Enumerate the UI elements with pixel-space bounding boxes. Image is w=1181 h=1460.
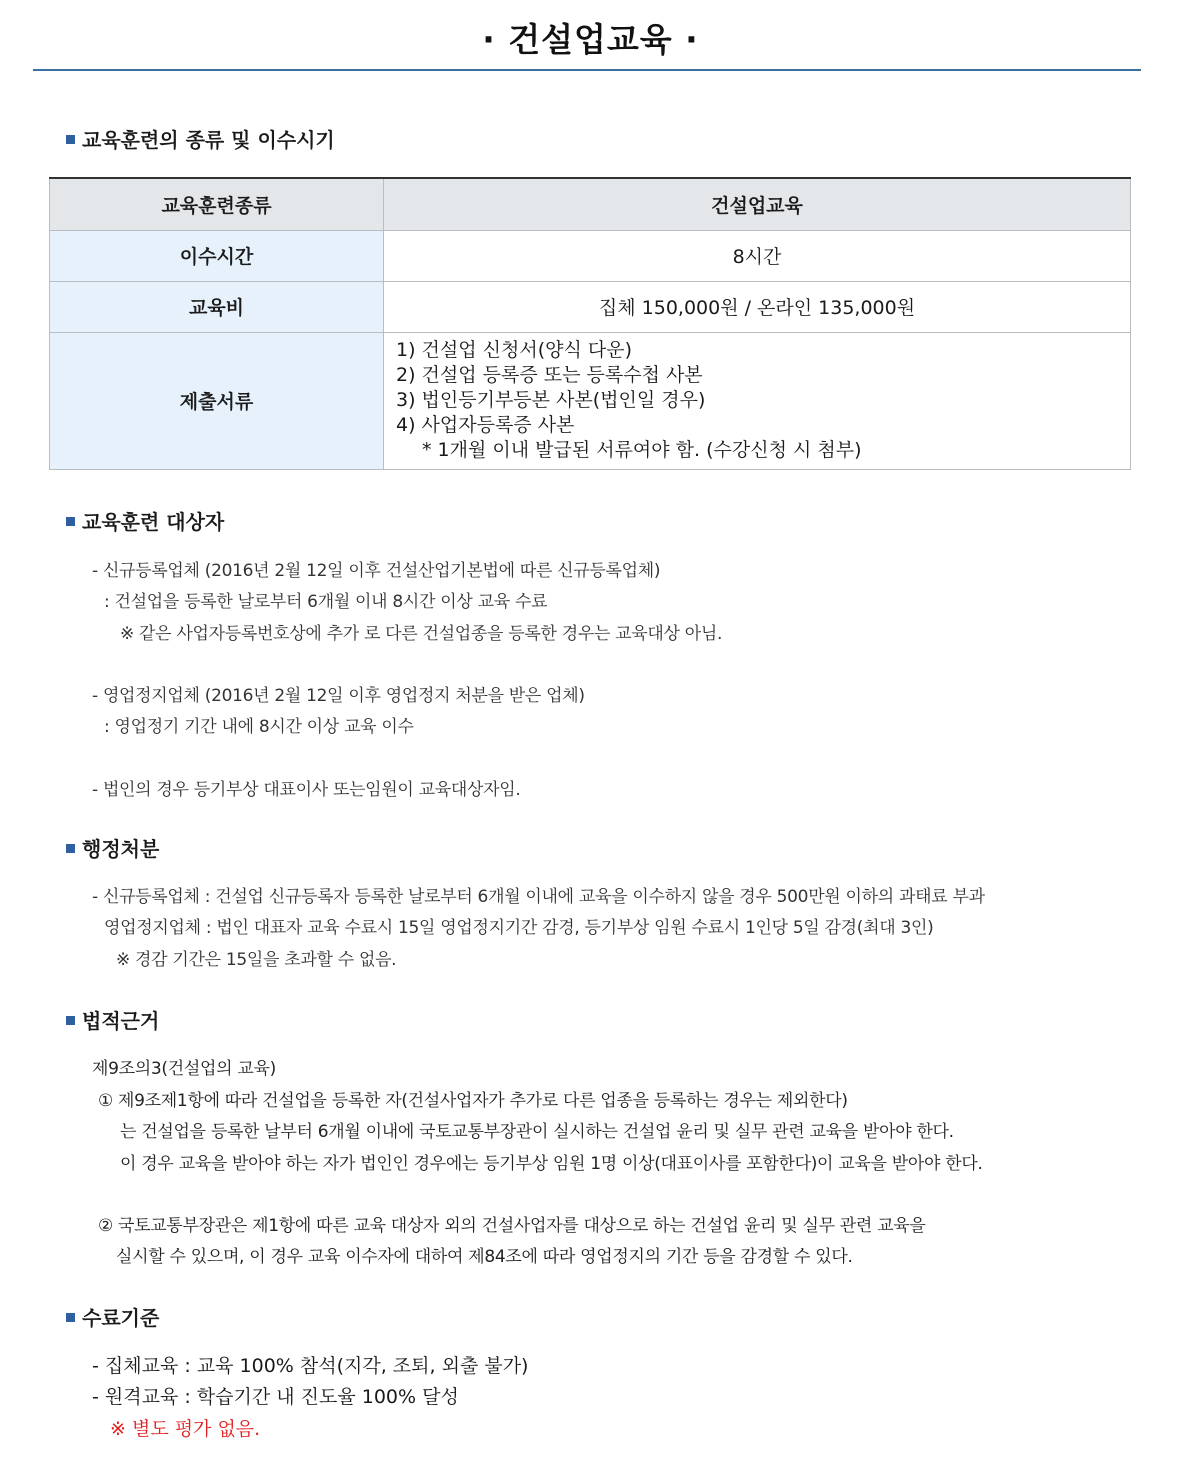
table-row xyxy=(50,230,1131,281)
document-note: * 1개월 이내 발급된 서류여야 함. (수강신청 시 첨부) xyxy=(422,439,862,461)
section-heading-label: 수료기준 xyxy=(82,1306,160,1330)
section-heading-completion xyxy=(66,1302,159,1331)
table-row xyxy=(50,332,1131,469)
law-line: 는 건설업을 등록한 날부터 6개월 이내에 국토교통부장관이 실시하는 건설업 윤리 및 실무 관련 교육을 받아야 한다. xyxy=(120,1122,954,1142)
law-line: ① 제9조제1항에 따라 건설업을 등록한 자(건설사업자가 추가로 다른 업종을 등록하는 경우는 제외한다) xyxy=(98,1091,848,1111)
table-header-cell: 교육훈련종류 xyxy=(50,178,384,230)
table-header-row xyxy=(50,178,1131,230)
education-info-table xyxy=(49,177,1131,470)
completion-warning: ※ 별도 평가 없음. xyxy=(110,1418,261,1440)
document-item: 2) 건설업 등록증 또는 등록수첩 사본 xyxy=(396,364,703,386)
penalty-note: ※ 경감 기간은 15일을 초과할 수 없음. xyxy=(116,950,397,970)
table-header-cell: 건설업교육 xyxy=(384,178,1131,230)
target-line: : 건설업을 등록한 날로부터 6개월 이내 8시간 이상 교육 수료 xyxy=(104,592,548,612)
law-article-title: 제9조의3(건설업의 교육) xyxy=(92,1059,276,1079)
row-value: 집체 150,000원 / 온라인 135,000원 xyxy=(384,281,1131,332)
target-line: : 영업정기 기간 내에 8시간 이상 교육 이수 xyxy=(104,717,414,737)
target-line: - 법인의 경우 등기부상 대표이사 또는임원이 교육대상자임. xyxy=(92,780,521,800)
row-label: 이수시간 xyxy=(50,230,384,281)
section-heading-target xyxy=(66,506,224,535)
target-line: - 신규등록업체 (2016년 2월 12일 이후 건설산업기본법에 따른 신규등록업체) xyxy=(92,561,661,581)
square-bullet-icon xyxy=(66,1016,75,1025)
square-bullet-icon xyxy=(66,1313,75,1322)
document-item: 3) 법인등기부등본 사본(법인일 경우) xyxy=(396,389,706,411)
row-label: 교육비 xyxy=(50,281,384,332)
target-note: ※ 같은 사업자등록번호상에 추가 로 다른 건설업종을 등록한 경우는 교육대상 아님. xyxy=(120,624,723,644)
document-item: 4) 사업자등록증 사본 xyxy=(396,414,575,436)
row-label: 제출서류 xyxy=(50,332,384,469)
completion-line: - 집체교육 : 교육 100% 참석(지각, 조퇴, 외출 불가) xyxy=(92,1355,529,1377)
section-heading-penalty xyxy=(66,833,159,862)
row-value: 8시간 xyxy=(384,230,1131,281)
section-heading-label: 행정처분 xyxy=(82,837,160,861)
page-title: · 건설업교육 · xyxy=(482,20,699,59)
law-line: 이 경우 교육을 받아야 하는 자가 법인인 경우에는 등기부상 임원 1명 이상(대표이사를 포함한다)이 교육을 받아야 한다. xyxy=(120,1154,983,1174)
documents-list xyxy=(384,332,1131,469)
target-line: - 영업정지업체 (2016년 2월 12일 이후 영업정지 처분을 받은 업체) xyxy=(92,686,585,706)
square-bullet-icon xyxy=(66,517,75,526)
section-heading-types xyxy=(66,124,335,153)
title-divider xyxy=(33,69,1141,71)
section-heading-law xyxy=(66,1005,159,1034)
penalty-line: - 신규등록업체 : 건설업 신규등록자 등록한 날로부터 6개월 이내에 교육을 이수하지 않을 경우 500만원 이하의 과태료 부과 xyxy=(92,887,985,907)
law-line: 실시할 수 있으며, 이 경우 교육 이수자에 대하여 제84조에 따라 영업정지의 기간 등을 감경할 수 있다. xyxy=(116,1247,853,1267)
section-heading-label: 교육훈련 대상자 xyxy=(82,510,225,534)
document-item: 1) 건설업 신청서(양식 다운) xyxy=(396,339,632,361)
law-line: ② 국토교통부장관은 제1항에 따른 교육 대상자 외의 건설사업자를 대상으로 하는 건설업 윤리 및 실무 관련 교육을 xyxy=(98,1216,926,1236)
completion-line: - 원격교육 : 학습기간 내 진도율 100% 달성 xyxy=(92,1386,459,1408)
section-heading-label: 법적근거 xyxy=(82,1009,160,1033)
table-row xyxy=(50,281,1131,332)
section-heading-label: 교육훈련의 종류 및 이수시기 xyxy=(82,128,335,152)
penalty-line: 영업정지업체 : 법인 대표자 교육 수료시 15일 영업정지기간 감경, 등기부상 임원 수료시 1인당 5일 감경(최대 3인) xyxy=(104,918,934,938)
square-bullet-icon xyxy=(66,844,75,853)
square-bullet-icon xyxy=(66,135,75,144)
